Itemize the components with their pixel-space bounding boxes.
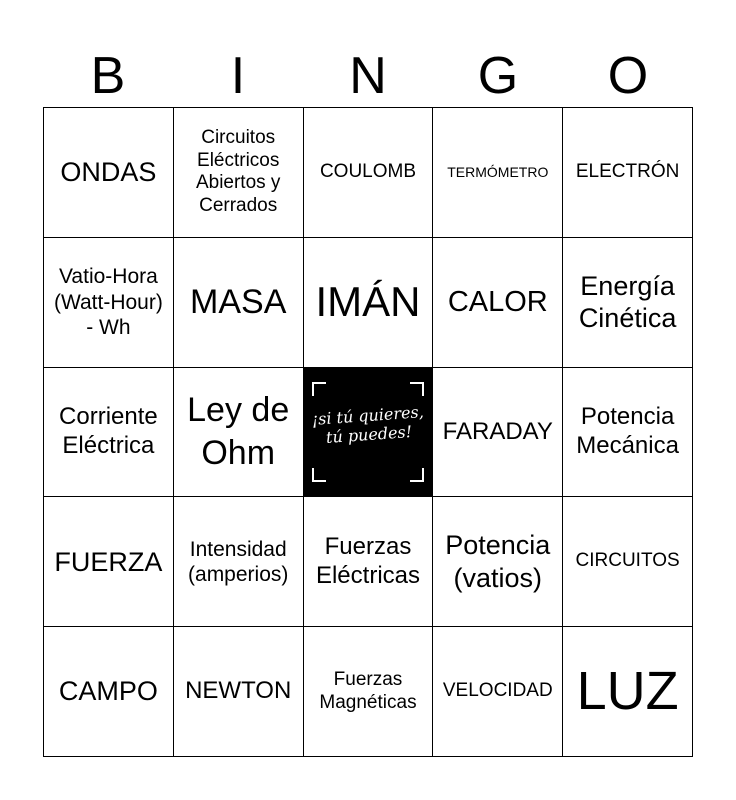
bingo-cell[interactable] [433, 238, 563, 368]
bingo-cell[interactable] [433, 497, 563, 627]
bingo-cell[interactable] [44, 108, 174, 238]
cell-label: FUERZA [54, 546, 163, 577]
cell-label: LUZ [576, 661, 679, 722]
header-letter-o: O [607, 47, 649, 105]
frame-corner [410, 382, 424, 396]
cell-label: Ley de Ohm [187, 391, 290, 472]
cell-label: Energía Cinética [578, 270, 677, 334]
bingo-cell[interactable] [44, 238, 174, 368]
bingo-cell[interactable] [174, 627, 304, 757]
cell-label: Potencia Mecánica [576, 403, 679, 459]
cell-label: VELOCIDAD [442, 680, 553, 702]
cell-label: Fuerzas Magnéticas [319, 668, 417, 713]
bingo-cell[interactable] [304, 108, 434, 238]
header-letter-b: B [90, 47, 126, 105]
cell-label: Intensidad (amperios) [188, 537, 289, 586]
bingo-cell[interactable] [44, 627, 174, 757]
bingo-cell[interactable] [563, 108, 693, 238]
bingo-cell[interactable] [563, 238, 693, 368]
frame-corner [312, 468, 326, 482]
bingo-cell[interactable] [174, 108, 304, 238]
cell-label: TERMÓMETRO [447, 164, 549, 180]
cell-label: MASA [190, 282, 287, 321]
bingo-cell[interactable] [304, 238, 434, 368]
header-letter-i: I [230, 47, 246, 105]
frame-corner [410, 468, 424, 482]
bingo-cell[interactable] [433, 108, 563, 238]
bingo-cell[interactable] [563, 627, 693, 757]
bingo-cell[interactable] [44, 368, 174, 498]
frame-corner [312, 382, 326, 396]
bingo-cell[interactable] [44, 497, 174, 627]
cell-label: NEWTON [185, 677, 292, 705]
bingo-cell[interactable] [563, 368, 693, 498]
cell-label: IMÁN [315, 278, 421, 325]
bingo-card [43, 107, 693, 757]
cell-label: ONDAS [60, 157, 157, 188]
cell-label: FARADAY [442, 417, 553, 445]
header-letter-g: G [477, 47, 519, 105]
bingo-header [43, 46, 693, 106]
cell-label: Fuerzas Eléctricas [315, 532, 420, 589]
cell-label: CIRCUITOS [575, 550, 680, 572]
cell-label: Circuitos Eléctricos Abiertos y Cerrados [195, 126, 281, 217]
bingo-cell[interactable] [174, 497, 304, 627]
motto-line-2: tú puedes! [324, 421, 413, 447]
bingo-cell[interactable] [174, 238, 304, 368]
bingo-cell[interactable] [304, 497, 434, 627]
cell-label: CALOR [447, 285, 548, 318]
free-space[interactable] [304, 368, 434, 498]
cell-label: Corriente Eléctrica [59, 403, 158, 459]
bingo-cell[interactable] [304, 627, 434, 757]
motto-line-1: ¡si tú quieres, [310, 401, 424, 429]
cell-label: COULOMB [319, 161, 417, 182]
cell-label: Vatio-Hora (Watt-Hour) - Wh [53, 265, 163, 339]
bingo-cell[interactable] [563, 497, 693, 627]
bingo-cell[interactable] [433, 368, 563, 498]
cell-label: ELECTRÓN [575, 161, 680, 182]
header-letter-n: N [349, 47, 387, 105]
bingo-cell[interactable] [433, 627, 563, 757]
bingo-cell[interactable] [174, 368, 304, 498]
cell-label: CAMPO [58, 676, 158, 707]
cell-label: Potencia (vatios) [445, 530, 551, 593]
